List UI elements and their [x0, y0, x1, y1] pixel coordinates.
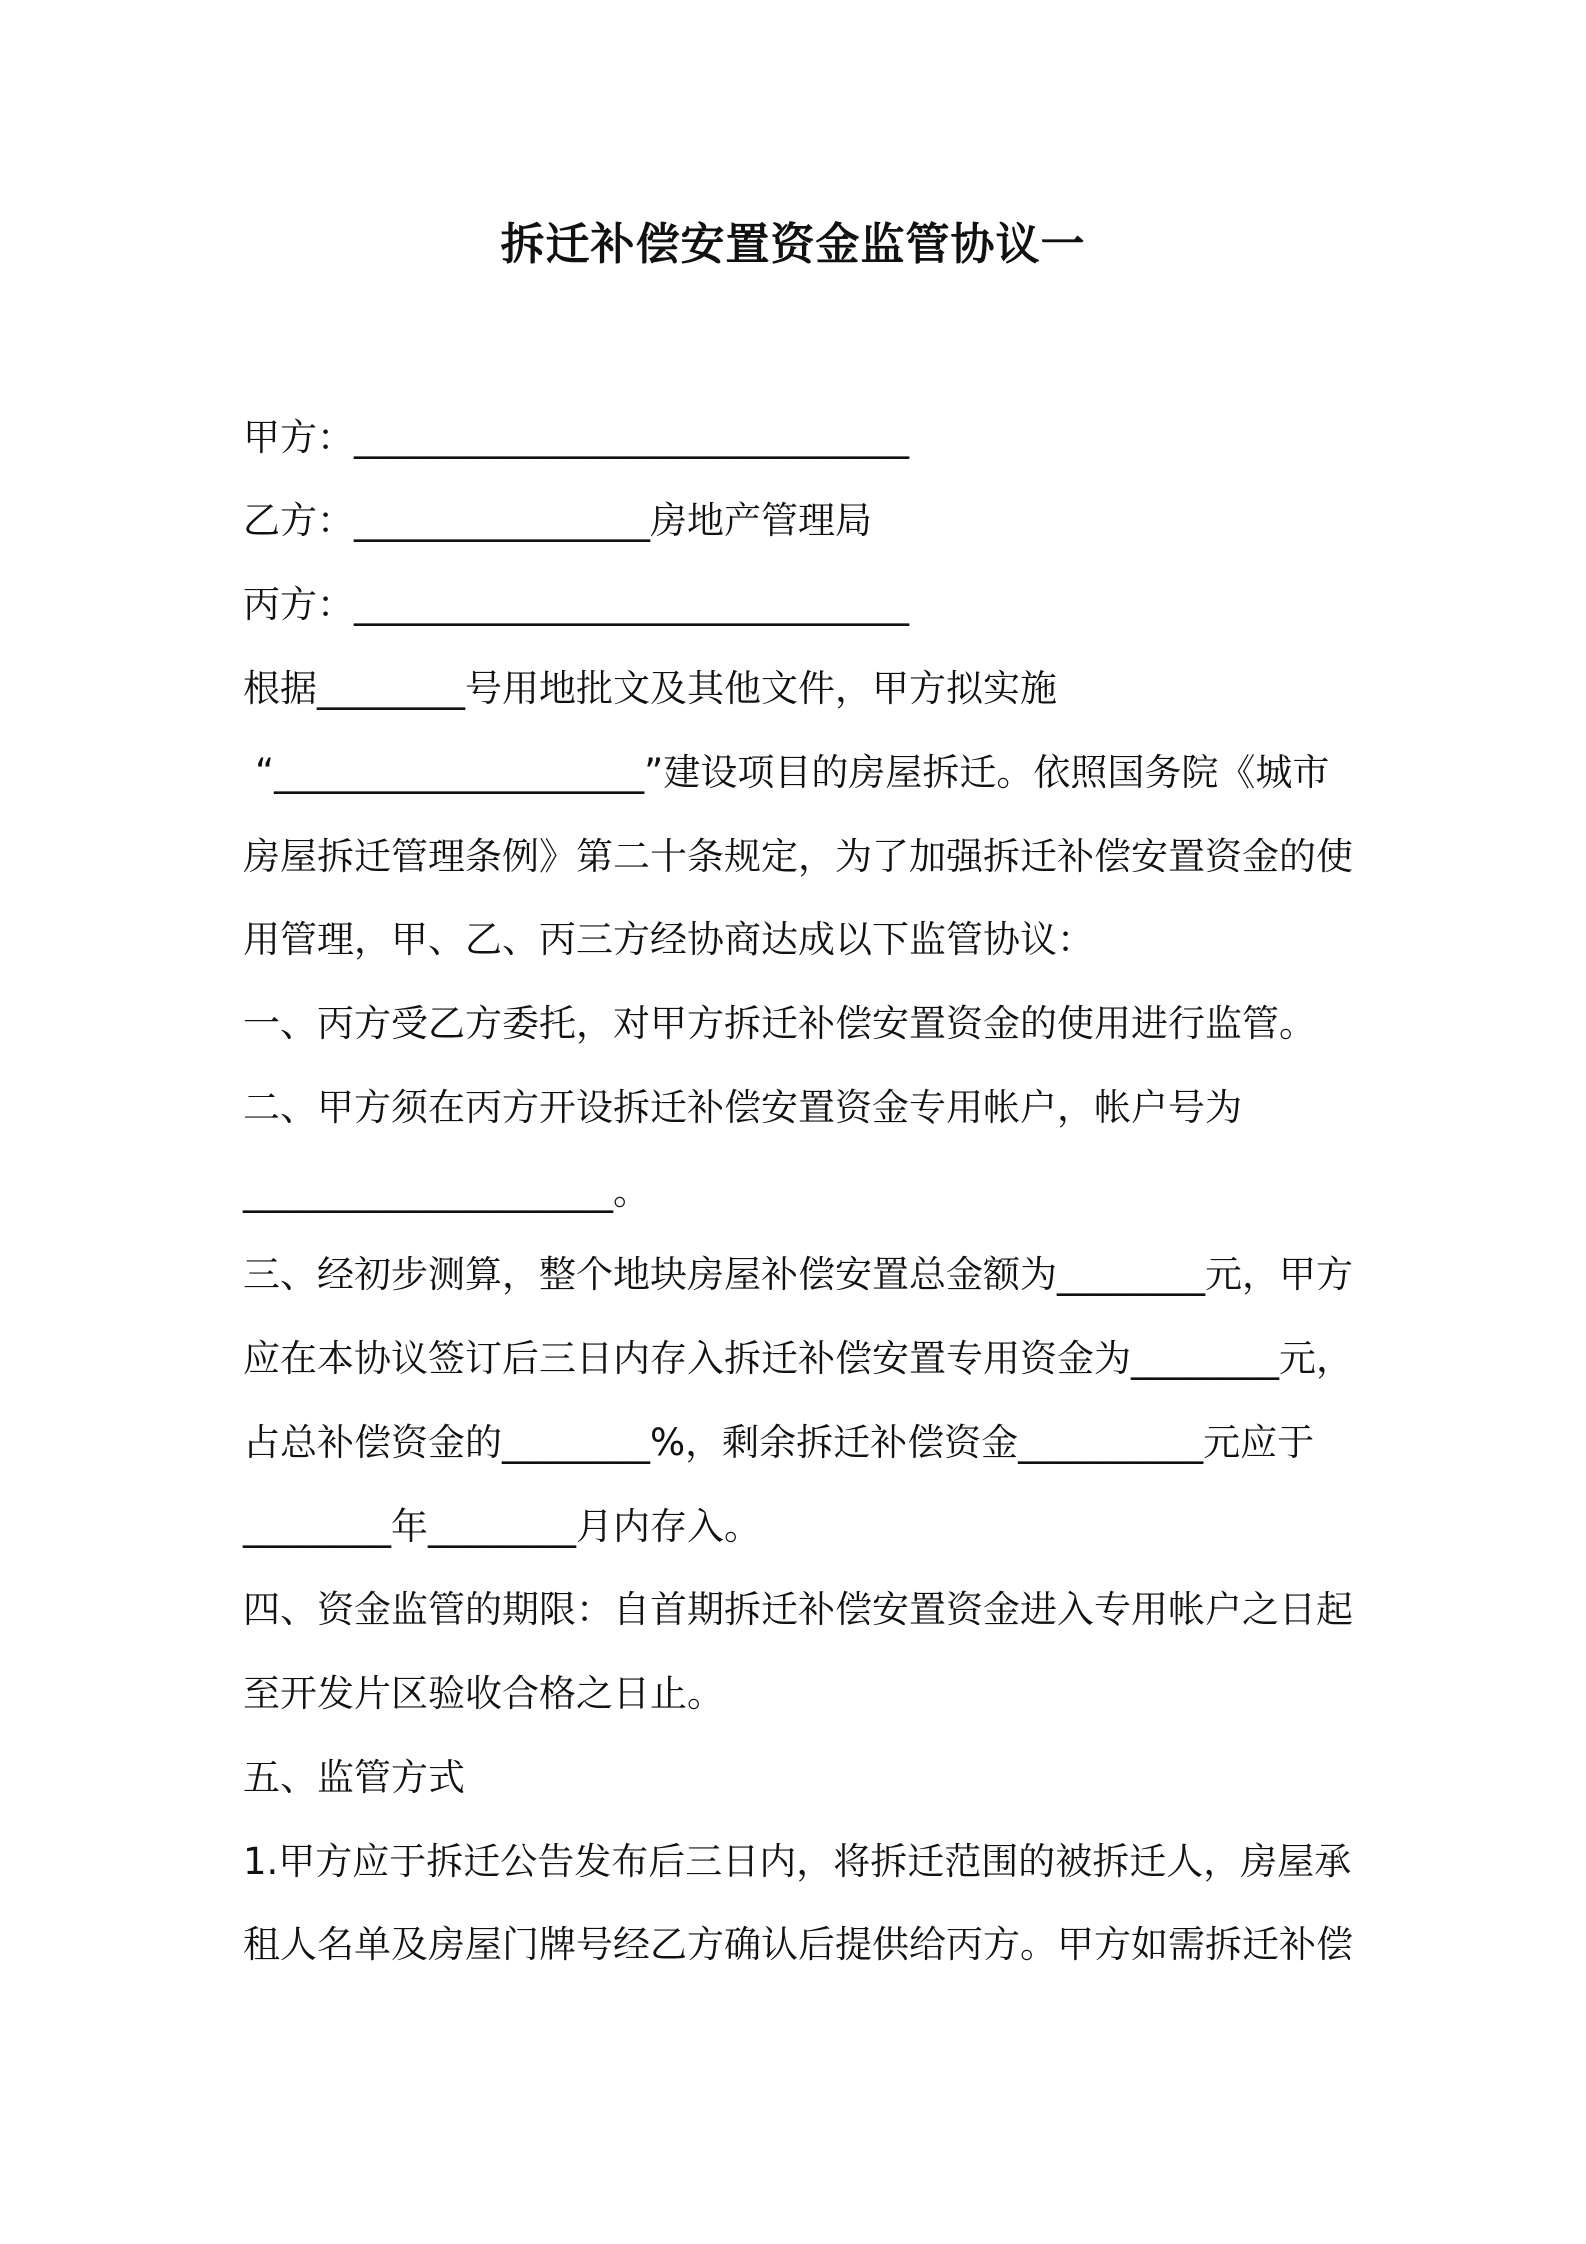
clause-5-heading: 五、监管方式	[243, 1756, 465, 1799]
clause-1-line: 一、丙方受乙方委托，对甲方拆迁补偿安置资金的使用进行监管。	[243, 1002, 1316, 1045]
clause-5-item-1-line-1: 1.甲方应于拆迁公告发布后三日内，将拆迁范围的被拆迁人，房屋承	[243, 1840, 1352, 1883]
document-title: 拆迁补偿安置资金监管协议一	[500, 219, 1086, 270]
clause-2-line-2: ____________________。	[243, 1170, 650, 1213]
clause-3-line-1: 三、经初步测算，整个地块房屋补偿安置总金额为________元，甲方	[243, 1253, 1353, 1296]
clause-3-line-3: 占总补偿资金的________%，剩余拆迁补偿资金__________元应于	[243, 1421, 1315, 1464]
preamble-line-2: “____________________”建设项目的房屋拆迁。依照国务院《城市	[255, 751, 1330, 794]
clause-3-line-2: 应在本协议签订后三日内存入拆迁补偿安置专用资金为________元，	[243, 1337, 1353, 1380]
clause-3-line-4: ________年________月内存入。	[243, 1505, 761, 1548]
preamble-line-4: 用管理，甲、乙、丙三方经协商达成以下监管协议：	[243, 918, 1094, 961]
clause-4-line-1: 四、资金监管的期限：自首期拆迁补偿安置资金进入专用帐户之日起	[243, 1588, 1353, 1631]
clause-4-line-2: 至开发片区验收合格之日止。	[243, 1672, 724, 1715]
clause-5-item-1-line-2: 租人名单及房屋门牌号经乙方确认后提供给丙方。甲方如需拆迁补偿	[243, 1923, 1353, 1966]
party-a-line: 甲方：______________________________	[243, 416, 909, 459]
party-c-line: 丙方：______________________________	[243, 583, 909, 626]
preamble-line-1: 根据________号用地批文及其他文件，甲方拟实施	[243, 667, 1057, 710]
clause-2-line-1: 二、甲方须在丙方开设拆迁补偿安置资金专用帐户，帐户号为	[243, 1086, 1242, 1129]
preamble-line-3: 房屋拆迁管理条例》第二十条规定，为了加强拆迁补偿安置资金的使	[243, 835, 1353, 878]
party-b-line: 乙方：________________房地产管理局	[243, 499, 872, 542]
